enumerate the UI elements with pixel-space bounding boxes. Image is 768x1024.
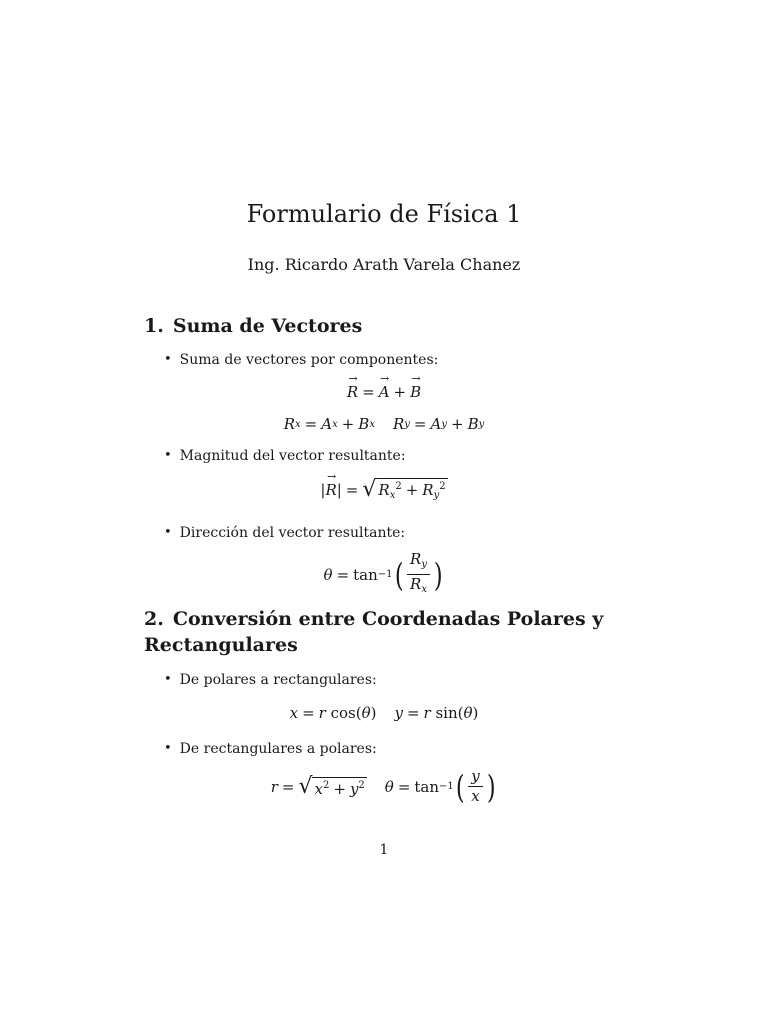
- formula-vector-sum: → R = → A + → B: [144, 383, 624, 401]
- bullet-icon: •: [164, 740, 172, 756]
- list-item: [164, 448, 406, 464]
- list-item: [164, 525, 405, 541]
- list-item: [164, 672, 377, 688]
- sqrt-symbol: √ $x^2 + y^2$: [298, 773, 365, 799]
- formula-magnitude: | → R | = √ $R_x^2 + R_y^2$: [144, 478, 624, 501]
- list-item-label: De polares a rectangulares:: [179, 672, 377, 688]
- list-item-label: Dirección del vector resultante:: [179, 525, 406, 541]
- bullet-icon: •: [164, 524, 172, 540]
- list-item-label: De rectangulares a polares:: [179, 741, 377, 757]
- section-1-heading: [144, 313, 654, 339]
- formula-components: R x = A x + B x R y = A y + B y: [283, 415, 485, 433]
- formula-direction: θ = tan −1 ( $\frac{R_y}{R_x}$ ): [144, 551, 624, 598]
- fraction: $\frac{R_y}{R_x}$: [407, 551, 430, 598]
- section-title-line-2: Rectangulares: [144, 634, 298, 656]
- document-title: Formulario de Física 1: [246, 200, 522, 228]
- section-number: 1.: [144, 315, 164, 337]
- list-item-label: Magnitud del vector resultante:: [179, 448, 406, 464]
- sqrt-symbol: √ $R_x^2 + R_y^2$: [362, 477, 446, 502]
- bullet-icon: •: [164, 671, 172, 687]
- section-title-line-1: Conversión entre Coordenadas Polares y: [172, 608, 604, 630]
- list-item: [164, 741, 377, 757]
- page-number: 1: [379, 842, 389, 858]
- section-title: Suma de Vectores: [172, 315, 363, 337]
- list-item: [164, 352, 438, 368]
- list-item-label: Suma de vectores por componentes:: [179, 352, 439, 368]
- bullet-icon: •: [164, 447, 172, 463]
- section-2-heading: [144, 606, 654, 658]
- bullet-icon: •: [164, 351, 172, 367]
- formula-rect-to-polar: r = √ $x^2 + y^2$ θ = tan −1 ( $\frac{y}{x}$ ): [270, 767, 496, 806]
- section-number: 2.: [144, 608, 164, 630]
- document-author: Ing. Ricardo Arath Varela Chanez: [247, 255, 521, 274]
- formula-polar-to-rect: x = r cos( θ ) y = r sin( θ ): [289, 704, 479, 722]
- fraction: $\frac{y}{x}$: [468, 768, 482, 805]
